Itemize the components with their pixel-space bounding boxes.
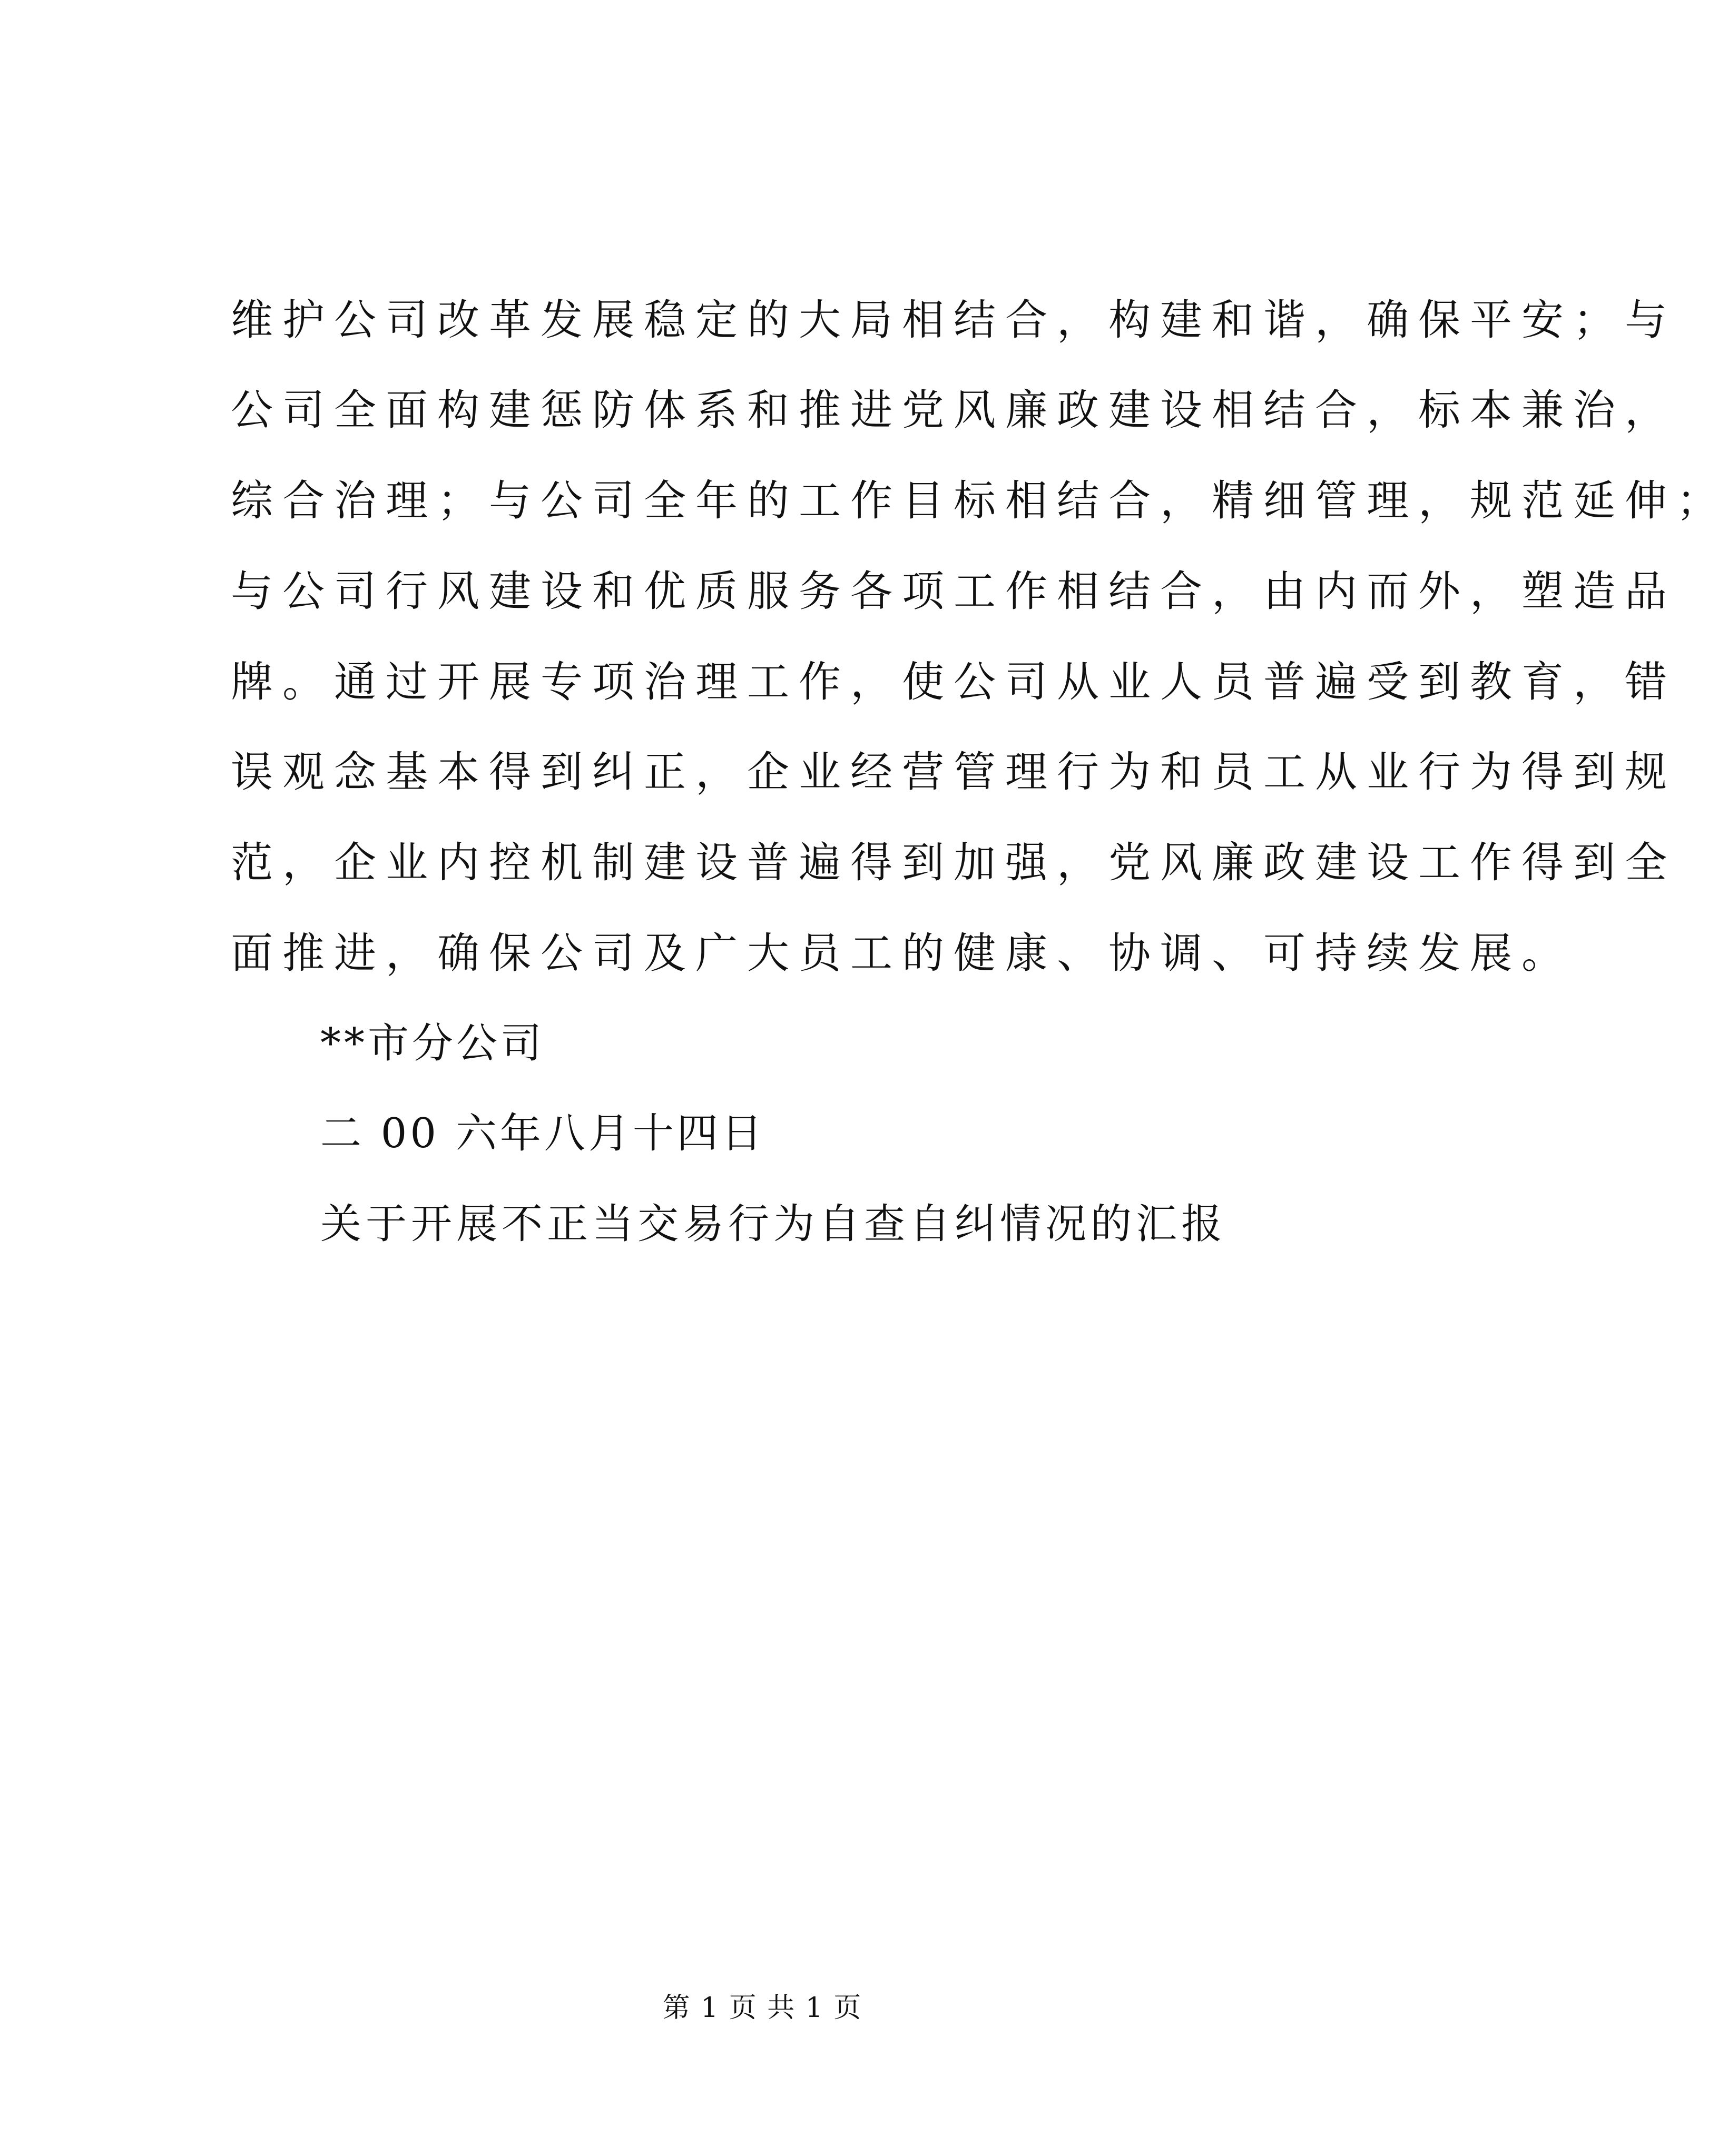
body-line: 牌。通过开展专项治理工作，使公司从业人员普遍受到教育，错 [231, 657, 1676, 706]
body-line: 维护公司改革发展稳定的大局相结合，构建和谐，确保平安；与 [231, 296, 1676, 344]
body-line: 范，企业内控机制建设普遍得到加强，党风廉政建设工作得到全 [231, 838, 1676, 887]
signature-date: 二 00 六年八月十四日 [320, 1110, 765, 1157]
next-document-title: 关于开展不正当交易行为自查自纠情况的汇报 [320, 1200, 1227, 1248]
body-line: 面推进，确保公司及广大员工的健康、协调、可持续发展。 [231, 929, 1573, 978]
body-line: 公司全面构建惩防体系和推进党风廉政建设相结合，标本兼治， [231, 386, 1676, 435]
body-line: 误观念基本得到纠正，企业经营管理行为和员工从业行为得到规 [231, 747, 1676, 796]
body-line: 与公司行风建设和优质服务各项工作相结合，由内而外，塑造品 [231, 567, 1676, 616]
body-line: 综合治理；与公司全年的工作目标相结合，精细管理，规范延伸； [231, 476, 1728, 525]
page-footer: 第 1 页 共 1 页 [662, 1992, 862, 2024]
signature-organization: **市分公司 [320, 1020, 545, 1067]
